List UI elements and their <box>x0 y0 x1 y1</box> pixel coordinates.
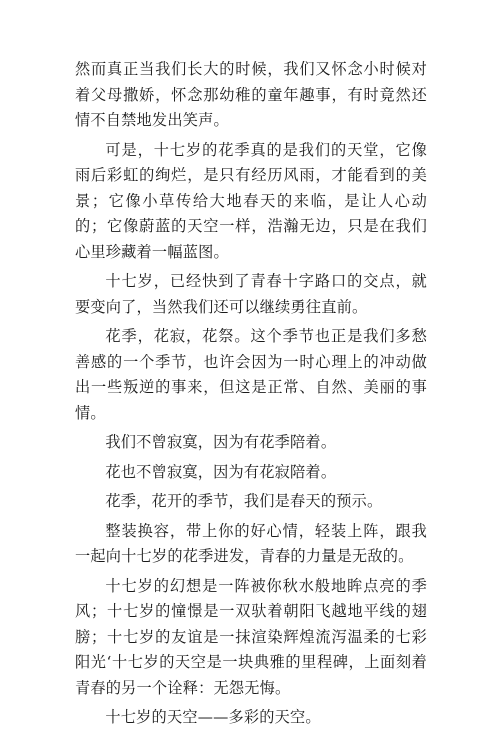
paragraph-4: 花季，花寂，花祭。这个季节也正是我们多愁善感的一个季节，也许会因为一时心理上的冲动做出一些叛逆的事来，但这是正常、自然、美丽的事情。 <box>75 327 427 422</box>
paragraph-1: 然而真正当我们长大的时候，我们又怀念小时候对着父母撒娇，怀念那幼稚的童年趣事，有时竟然还情不自禁地发出笑声。 <box>75 60 427 129</box>
paragraph-2: 可是，十七岁的花季真的是我们的天堂，它像雨后彩虹的绚烂，是只有经历风雨，才能看到的美景；它像小草传给大地春天的来临，是让人心动的；它像蔚蓝的天空一样，浩瀚无边，只是在我们心里珍藏着一幅蓝图。 <box>75 140 427 261</box>
paragraph-9: 十七岁的幻想是一阵被你秋水般地眸点亮的季风；十七岁的憧憬是一双驮着朝阳飞越地平线的翅膀；十七岁的友谊是一抹渲染辉煌流泻温柔的七彩阳光‘十七岁的天空是一块典雅的里程碑，上面刻着青春的另一个诠释：无怨无悔。 <box>75 576 427 697</box>
paragraph-8: 整装换容，带上你的好心情，轻装上阵，跟我一起向十七岁的花季进发，青春的力量是无敌的。 <box>75 521 427 565</box>
paragraph-6: 花也不曾寂寞，因为有花寂陪着。 <box>105 462 337 481</box>
paragraph-10: 十七岁的天空——多彩的天空。 <box>105 708 321 726</box>
paragraph-7: 花季，花开的季节，我们是春天的预示。 <box>105 492 383 510</box>
paragraph-5: 我们不曾寂寞，因为有花季陪着。 <box>105 433 337 451</box>
paragraph-3: 十七岁，已经快到了青春十字路口的交点，就要变向了，当然我们还可以继续勇往直前。 <box>75 272 427 316</box>
document-page <box>75 57 427 735</box>
